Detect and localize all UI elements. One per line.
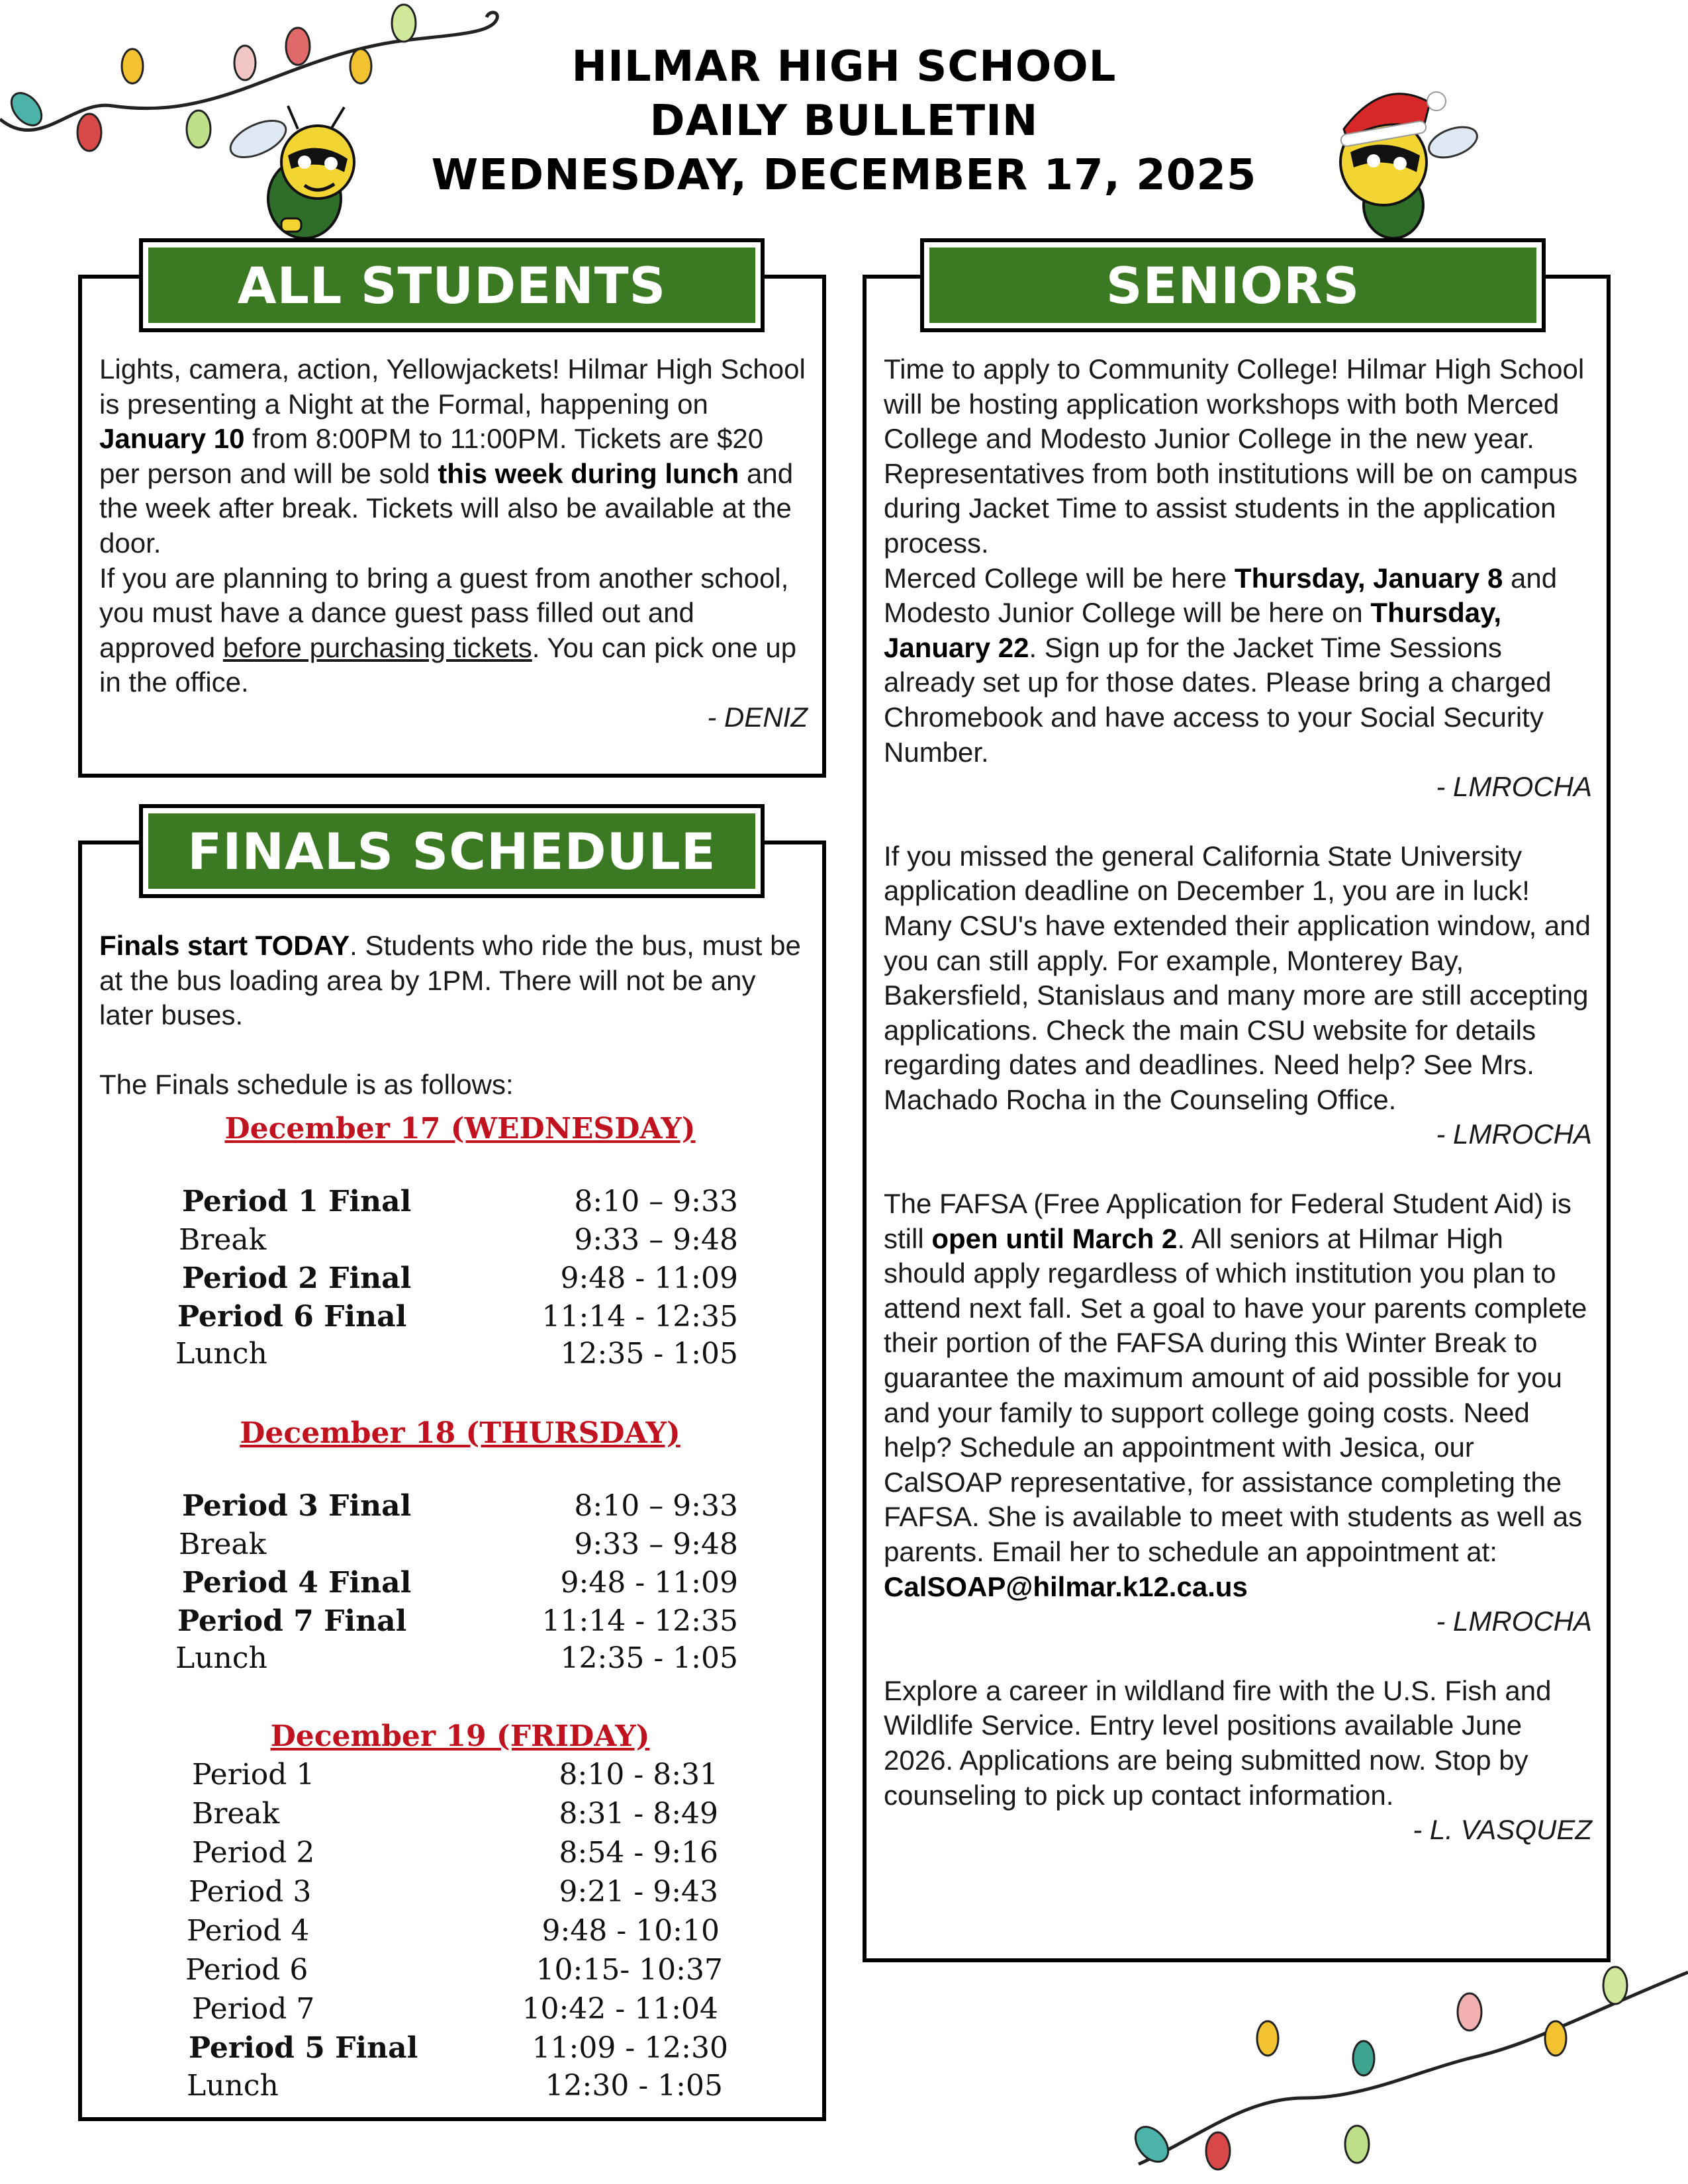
yellowjacket-santa-mascot-icon: [1311, 63, 1483, 242]
fafsa-paragraph: The FAFSA (Free Application for Federal Student Aid) is still open until March 2. All seniors at Hilmar High should apply regardless of which institution you plan to attend next fall. Set a goal to have your parents complete their portion of the FAFSA during this Winter Break to guarantee the maximum amount of aid possible for you and your family to support college going costs. Need help? Schedule an appointment with Jesica, our CalSOAP representative, for assistance completing the FAFSA. She is available to meet with students as well as parents. Email her to schedule an appointment at: CalSOAP@hilmar.k12.ca.us: [884, 1188, 1587, 1602]
school-name: HILMAR HIGH SCHOOL: [571, 42, 1117, 91]
all-students-title: ALL STUDENTS: [148, 248, 755, 323]
holiday-lights-icon: [1099, 1946, 1688, 2184]
signature-vasquez: - L. VASQUEZ: [1413, 1814, 1592, 1846]
csu-paragraph: If you missed the general California State University application deadline on December 1, you are in luck! Many CSU's have extended their application window, and you can still apply. For example, Monterey Bay, Bakersfield, Stanislaus and many more are still accepting applications. Check the main CSU website for details regarding dates and deadlines. Need help? See Mrs. Machado Rocha in the Counseling Office.: [884, 840, 1591, 1115]
bulletin-name: DAILY BULLETIN: [649, 97, 1039, 146]
bulletin-date: WEDNESDAY, DECEMBER 17, 2025: [431, 151, 1257, 200]
all-students-text: [99, 352, 808, 735]
guest-pass-paragraph: If you are planning to bring a guest from another school, you must have a dance guest pass filled out and approved before purchasing tickets. You can pick one up in the office.: [99, 562, 797, 698]
bulletin-title: [371, 40, 1317, 203]
finals-day-friday: December 19 (FRIDAY) Period 1 8:10 - 8:31 Break 8:31 - 8:49 Period 2 8:54 - 9:16 Period 3 9:21 - 9:43 Period 4 9:48 - 10:10 Period 6 10:15- 10:37 Period 7 10:42 - 11:04 Period 5 Final 11:09 - 12:30 Lunch 12:30 - 1:05: [172, 1719, 748, 2103]
seniors-title: SENIORS: [929, 248, 1536, 323]
day-heading: December 19 (FRIDAY): [270, 1719, 650, 1753]
community-college-paragraph: Time to apply to Community College! Hilmar High School will be hosting application workshops with both Merced College and Modesto Junior College in the new year. Representatives from both institutions will be on campus during Jacket Time to assist students in the application process.: [884, 353, 1585, 559]
calsoap-email: CalSOAP@hilmar.k12.ca.us: [884, 1570, 1248, 1602]
formal-paragraph: Lights, camera, action, Yellowjackets! Hilmar High School is presenting a Night at the Formal, happening on January 10 from 8:00PM to 11:00PM. Tickets are $20 per person and will be sold this week during lunch and the week after break. Tickets will also be available at the door.: [99, 353, 806, 559]
finals-day-wednesday: December 17 (WEDNESDAY) Period 1 Final 8:10 – 9:33 Break 9:33 – 9:48 Period 2 Final 9:48 - 11:09 Period 6 Final 11:14 - 12:35 Lunch 12:35 - 1:05: [172, 1112, 748, 1390]
finals-intro-paragraph: Finals start TODAY. Students who ride the bus, must be at the bus loading area by 1PM. There will not be any later buses.: [99, 930, 801, 1031]
wildland-fire-paragraph: Explore a career in wildland fire with the U.S. Fish and Wildlife Service. Entry level positions available June 2026. Applications are being submitted now. Stop by counseling to pick up contact information.: [884, 1674, 1552, 1811]
signature-deniz: - DENIZ: [707, 701, 808, 733]
seniors-banner: [920, 238, 1546, 332]
seniors-text: [884, 352, 1592, 1848]
signature-lmrocha: - LMROCHA: [1436, 771, 1592, 803]
day-heading: December 17 (WEDNESDAY): [224, 1112, 696, 1146]
community-college-dates: Merced College will be here Thursday, January 8 and Modesto Junior College will be here on Thursday, January 22. Sign up for the Jacket Time Sessions already set up for those dates. Please bring a charged Chromebook and have access to your Social Security Number.: [884, 562, 1558, 768]
all-students-banner: [139, 238, 765, 332]
day-heading: December 18 (THURSDAY): [240, 1416, 680, 1450]
signature-lmrocha: - LMROCHA: [1436, 1606, 1592, 1637]
finals-schedule-lead: The Finals schedule is as follows:: [99, 1068, 514, 1100]
finals-day-thursday: December 18 (THURSDAY) Period 3 Final 8:10 – 9:33 Break 9:33 – 9:48 Period 4 Final 9:48 - 11:09 Period 7 Final 11:14 - 12:35 Lunch 12:35 - 1:05: [172, 1416, 748, 1694]
finals-intro: [99, 929, 808, 1102]
finals-title: FINALS SCHEDULE: [148, 813, 755, 889]
signature-lmrocha: - LMROCHA: [1436, 1118, 1592, 1150]
yellowjacket-mascot-icon: [218, 99, 377, 245]
finals-banner: [139, 804, 765, 898]
